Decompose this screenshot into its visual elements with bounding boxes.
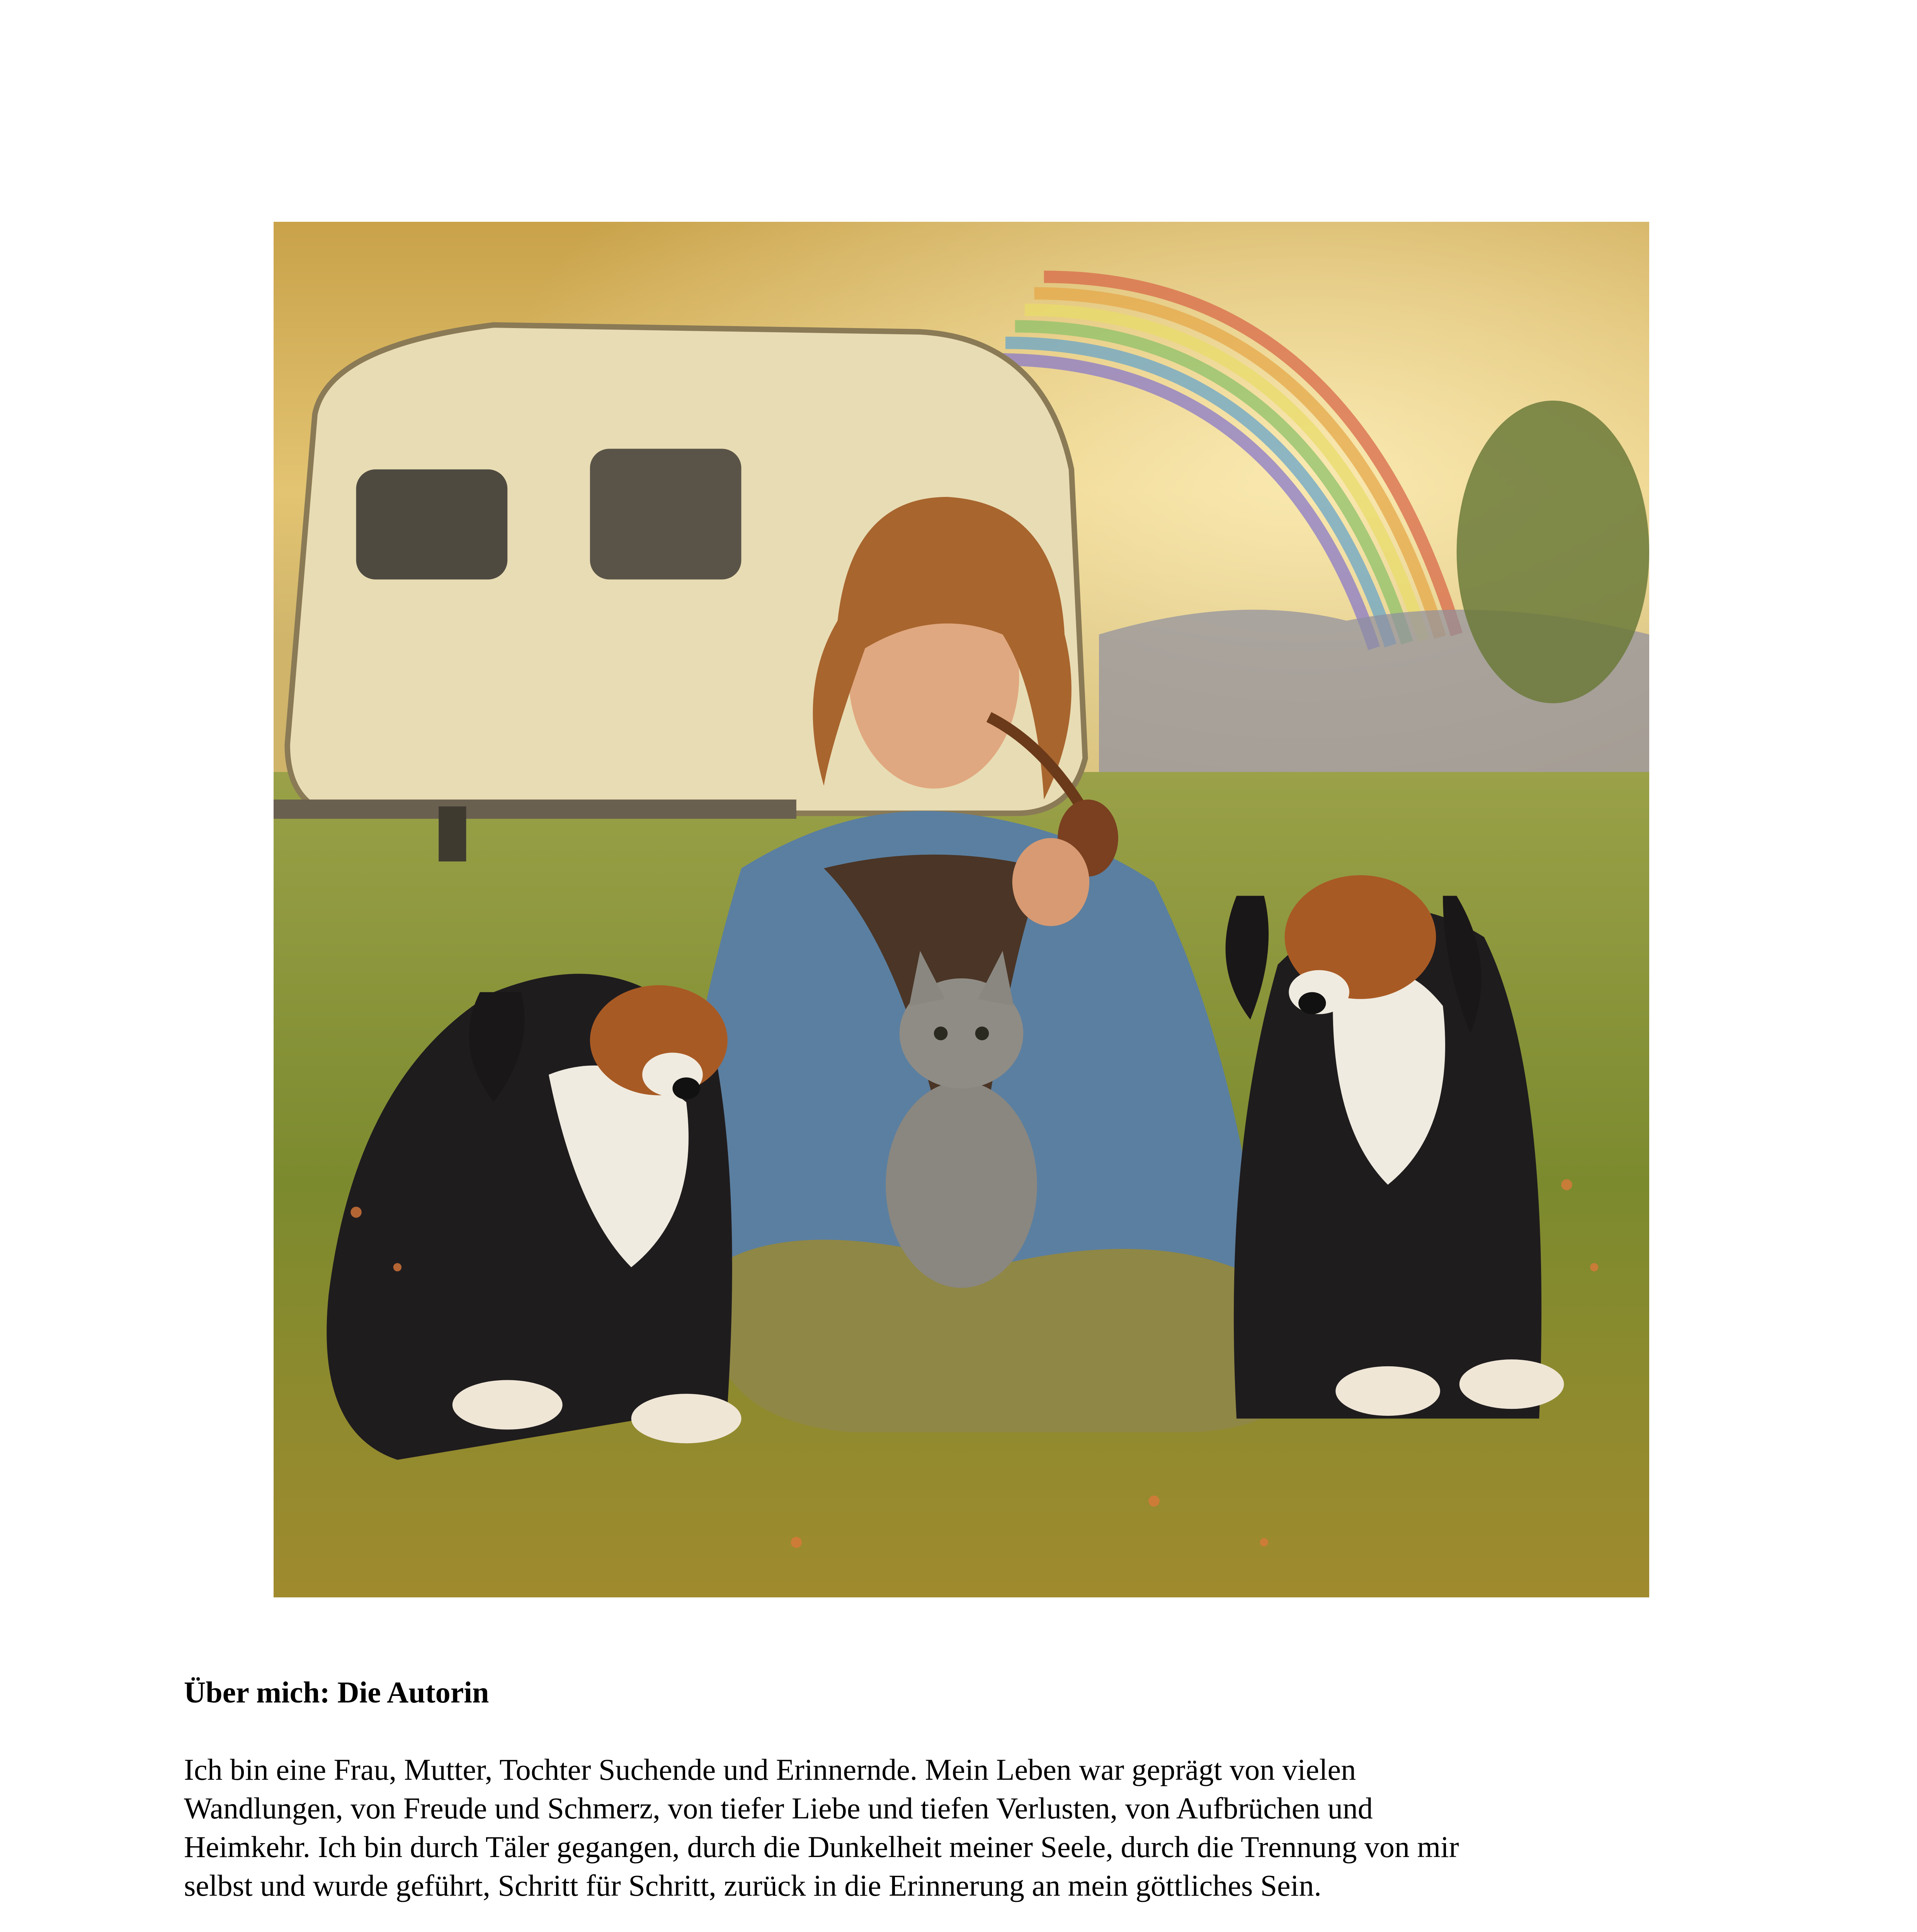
text-line: selbst und wurde geführt, Schritt für Schritt, zurück in die Erinnerung an mein göttliches Sein. (184, 1869, 1322, 1902)
painting-svg (274, 222, 1649, 1597)
text-line: Wandlungen, von Freude und Schmerz, von tiefer Liebe und tiefen Verlusten, von Aufbrüchen und (184, 1791, 1373, 1825)
text-line: Ich bin eine Frau, Mutter, Tochter Suchende und Erinnernde. Mein Leben war geprägt von vielen (184, 1753, 1356, 1786)
tree (1457, 401, 1649, 703)
paragraph-1 (184, 1750, 1737, 1905)
author-painting (274, 222, 1649, 1597)
about-author-section (184, 1673, 1737, 1932)
text-line: Heimkehr. Ich bin durch Täler gegangen, durch die Dunkelheit meiner Seele, durch die Trennung von mir (184, 1830, 1459, 1864)
section-heading: Über mich: Die Autorin (184, 1675, 489, 1709)
